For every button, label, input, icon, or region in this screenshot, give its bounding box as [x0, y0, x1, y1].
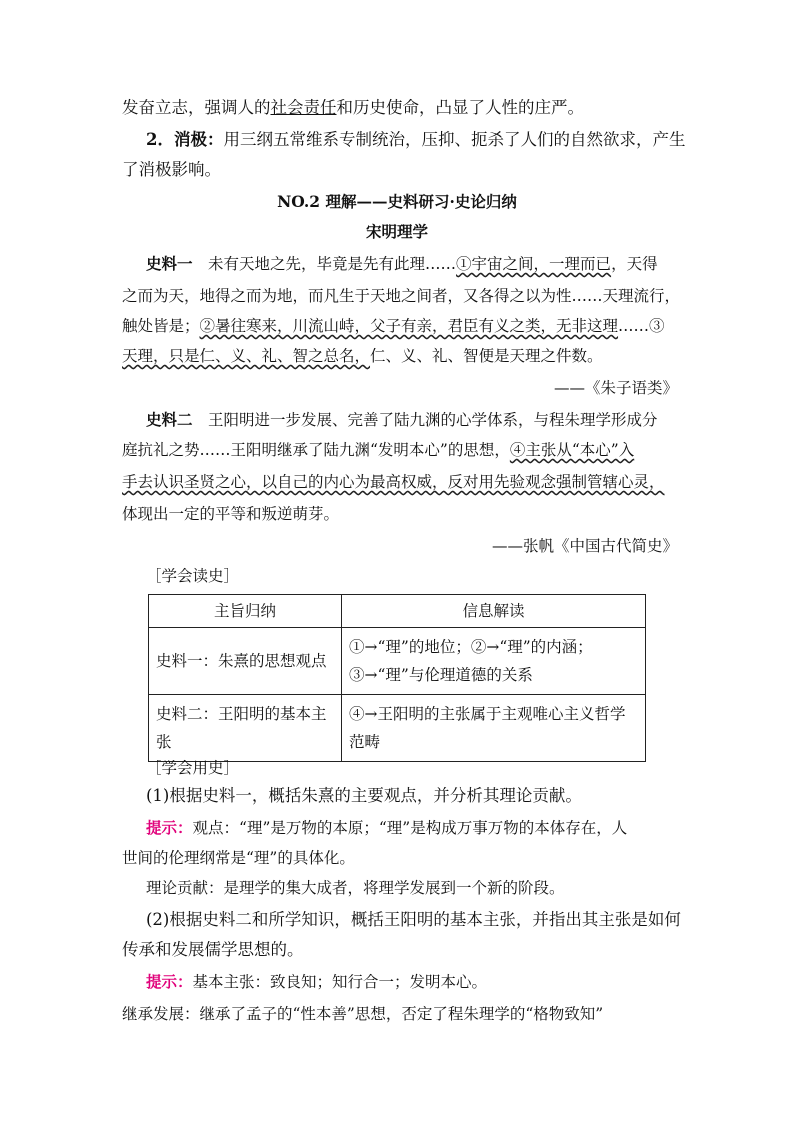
hint-2-line2: 继承发展：继承了孟子的“性本善”思想，否定了程朱理学的“格物致知” [122, 1005, 604, 1023]
source2-line3 [122, 472, 678, 492]
table-cell [342, 628, 646, 695]
table-header-row [149, 595, 646, 628]
source2-line2 [122, 440, 678, 460]
source1-line4 [122, 346, 678, 366]
item-label: 2．消极： [146, 130, 224, 149]
cell-line: ①→“理”的地位；②→“理”的内涵； [349, 638, 593, 656]
source2-line1 [146, 410, 702, 430]
source2-line4: 体现出一定的平等和叛逆萌芽。 [122, 505, 340, 523]
hint-label: 提示： [146, 972, 193, 991]
table-header: 主旨归纳 [149, 595, 342, 628]
text: 未有天地之先，毕竟是先有此理…… [208, 255, 457, 273]
table-cell: 史料一：朱熹的思想观点 [149, 628, 342, 695]
text: 观点：“理”是万物的本原；“理”是构成万事万物的本体存在，人 [192, 819, 628, 837]
learn-use-label: ［学会用史］ [146, 759, 240, 777]
text: 庭抗礼之势……王阳明继承了陆九渊“发明本心”的思想， [122, 441, 510, 459]
wavy-underlined: ①宇宙之间，一理而已 [456, 255, 612, 273]
text: 基本主张：致良知；知行合一；发明本心。 [192, 973, 488, 991]
table-cell: 史料二：王阳明的基本主张 [149, 695, 342, 762]
text: 王阳明进一步发展、完善了陆九渊的心学体系，与程朱理学形成分 [208, 411, 658, 429]
section-heading: NO.2 理解——史料研习·史论归纳 [277, 192, 517, 211]
source1-line2: 之而为天，地得之而为地，而凡生于天地之间者，又各得之以为性……天理流行， [122, 287, 681, 305]
cell-line: ④→王阳明的主张属于主观唯心主义哲学 [349, 705, 626, 723]
paragraph-negative-cont: 了消极影响。 [122, 160, 221, 179]
source-label: 史料二 [146, 410, 193, 429]
source1-line1 [146, 254, 702, 274]
underlined-term: 社会责任 [270, 98, 337, 117]
paragraph-negative [146, 130, 702, 150]
analysis-table [148, 594, 646, 762]
text: 触处皆是； [122, 317, 200, 335]
table-row [149, 628, 646, 695]
source-label: 史料一 [146, 254, 193, 273]
wavy-underlined: ④主张从“本心”入 [509, 441, 635, 459]
wavy-underlined: 手去认识圣贤之心，以自己的内心为最高权威，反对用先验观念强制管辖心灵， [122, 473, 665, 491]
question-2-line1: (2)根据史料二和所学知识，概括王阳明的基本主张，并指出其主张是如何 [146, 910, 681, 929]
learn-read-label: ［学会读史］ [146, 567, 240, 585]
question-1: (1)根据史料一，概括朱熹的主要观点，并分析其理论贡献。 [146, 786, 582, 805]
source1-line3 [122, 316, 678, 336]
source2-citation: ——张帆《中国古代简史》 [491, 537, 678, 555]
text: ，天得 [611, 255, 658, 273]
text: ……③ [618, 317, 665, 335]
table-cell [342, 695, 646, 762]
hint-2-line1 [146, 972, 702, 992]
table-row [149, 695, 646, 762]
text: 用三纲五常维系专制统治，压抑、扼杀了人们的自然欲求，产生 [223, 130, 686, 149]
paragraph-positive-end [122, 98, 678, 118]
text: 发奋立志，强调人的 [122, 98, 271, 117]
question-2-line2: 传承和发展儒学思想的。 [122, 940, 304, 959]
hint-1-line2: 世间的伦理纲常是“理”的具体化。 [122, 849, 355, 867]
hint-1-line1 [146, 818, 702, 838]
cell-line: ③→“理”与伦理道德的关系 [349, 666, 533, 684]
text: 仁、义、礼、智便是天理之件数。 [370, 347, 603, 365]
wavy-underlined: 天理，只是仁、义、礼、智之总名， [122, 347, 371, 365]
hint-label: 提示： [146, 818, 193, 837]
table-header: 信息解读 [342, 595, 646, 628]
wavy-underlined: ②暑往寒来，川流山峙，父子有亲，君臣有义之类，无非这理 [199, 317, 619, 335]
text: 和历史使命，凸显了人性的庄严。 [336, 98, 584, 117]
hint-1-line3: 理论贡献：是理学的集大成者，将理学发展到一个新的阶段。 [146, 879, 565, 897]
source1-citation: ——《朱子语类》 [553, 379, 678, 397]
cell-line: 范畴 [349, 733, 381, 751]
sub-heading: 宋明理学 [365, 222, 428, 241]
